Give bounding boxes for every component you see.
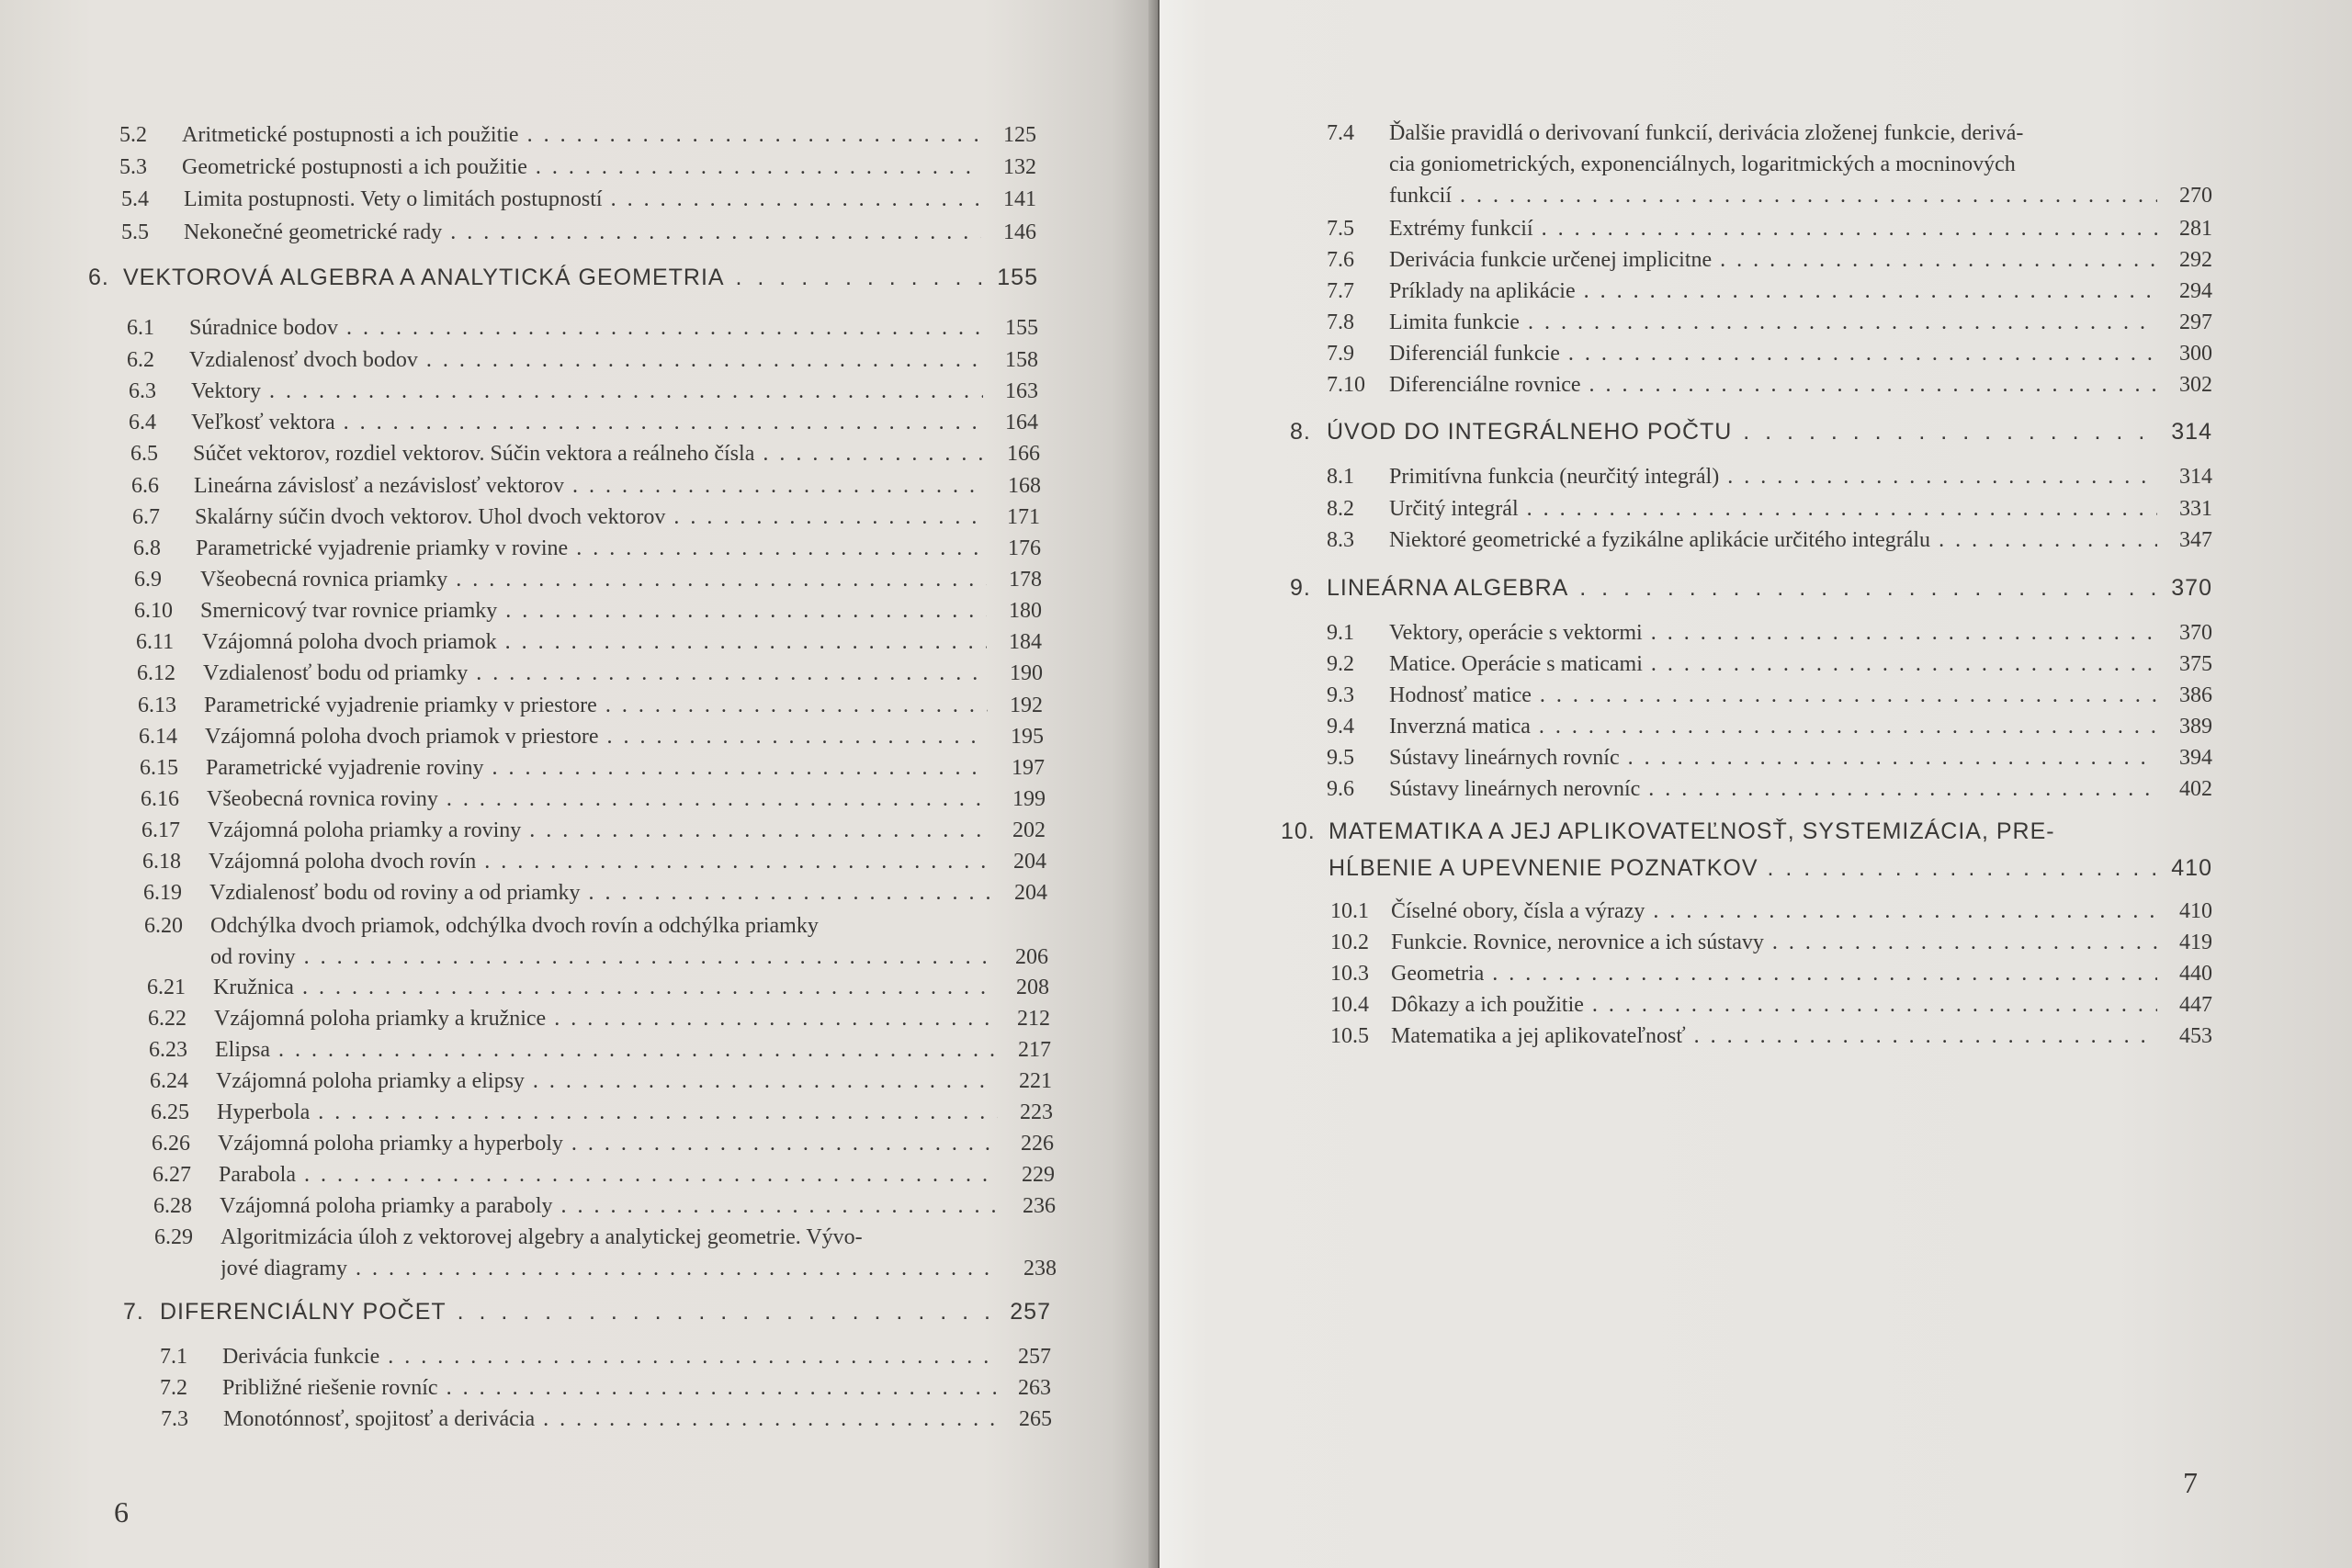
entry-title: Vzájomná poloha priamky a hyperboly . . .	[218, 1128, 999, 1159]
entry-number: 6.	[88, 265, 109, 290]
entry-page-number: 281	[2179, 217, 2212, 241]
entry-page-number: 226	[1021, 1132, 1054, 1156]
entry-page-number: 389	[2179, 715, 2212, 739]
entry-title-line: cia goniometrických, exponenciálnych, logaritmických a mocninových	[1389, 152, 2016, 176]
entry-page-number: 212	[1017, 1007, 1050, 1031]
entry-number: 6.2	[127, 348, 154, 372]
entry-page-number: 184	[1009, 630, 1042, 654]
entry-page-number: 263	[1018, 1376, 1051, 1400]
toc-chapter	[1290, 570, 2212, 606]
entry-title: Diferenciál funkcie . . .	[1389, 338, 2157, 369]
entry-title: Elipsa . . .	[215, 1034, 996, 1066]
entry-title: Aritmetické postupnosti a ich použitie . . .	[182, 119, 981, 151]
toc-entry	[1327, 649, 2212, 680]
entry-number: 9.1	[1327, 621, 1354, 645]
right-page-number: 7	[2183, 1466, 2198, 1499]
toc-entry	[127, 344, 1038, 376]
entry-title-line: Algoritmizácia úloh z vektorovej algebry a analytickej geometrie. Vývo-	[220, 1225, 863, 1249]
entry-title: DIFERENCIÁLNY POČET . . .	[160, 1293, 996, 1330]
entry-title: Nekonečné geometrické rady . . .	[184, 217, 981, 248]
toc-entry	[147, 972, 1049, 1003]
entry-title: Určitý integrál . . .	[1389, 493, 2157, 525]
entry-number: 6.25	[151, 1100, 189, 1124]
entry-title: Matematika a jej aplikovateľnosť . . .	[1391, 1021, 2157, 1052]
toc-entry	[131, 470, 1041, 502]
toc-entry	[160, 1341, 1051, 1372]
entry-number: 6.1	[127, 316, 154, 340]
entry-number: 7.4	[1327, 121, 1354, 145]
entry-title-line: Ďalšie pravidlá o derivovaní funkcií, derivácia zloženej funkcie, derivá-	[1389, 121, 2024, 145]
entry-number: 7.6	[1327, 248, 1354, 272]
entry-number: 7.8	[1327, 310, 1354, 334]
entry-title: Všeobecná rovnica priamky . . .	[200, 564, 987, 595]
entry-title: Limita funkcie . . .	[1389, 307, 2157, 338]
entry-number: 5.5	[121, 220, 149, 244]
entry-number: 6.15	[140, 756, 178, 780]
entry-page-number: 447	[2179, 993, 2212, 1017]
toc-entry	[129, 407, 1038, 438]
entry-title: Funkcie. Rovnice, nerovnice a ich sústavy . . .	[1391, 927, 2157, 958]
toc-entry	[150, 1066, 1052, 1097]
entry-page-number: 163	[1005, 379, 1038, 403]
entry-title: Vzájomná poloha priamky a elipsy . . .	[216, 1066, 997, 1097]
entry-title: Súradnice bodov . . .	[189, 312, 983, 344]
entry-title: Primitívna funkcia (neurčitý integrál) . . .	[1389, 461, 2157, 492]
entry-title: Dôkazy a ich použitie . . .	[1391, 989, 2157, 1021]
toc-entry	[1327, 276, 2212, 307]
entry-title-line: jové diagramy . . .	[220, 1253, 1001, 1284]
entry-title: Vektory, operácie s vektormi . . .	[1389, 617, 2157, 649]
entry-title: Derivácia funkcie . . .	[222, 1341, 996, 1372]
entry-title: Limita postupnosti. Vety o limitách postupností . . .	[184, 184, 981, 215]
entry-page-number: 236	[1023, 1194, 1056, 1218]
entry-page-number: 297	[2179, 310, 2212, 334]
entry-page-number: 202	[1012, 818, 1046, 842]
entry-title: Parametrické vyjadrenie roviny . . .	[206, 752, 989, 784]
toc-chapter	[88, 259, 1038, 296]
entry-title: Parametrické vyjadrenie priamky v rovine . . .	[196, 533, 986, 564]
entry-page-number: 257	[1018, 1345, 1051, 1369]
entry-number: 8.3	[1327, 528, 1354, 552]
entry-number: 6.20	[144, 914, 183, 938]
toc-chapter	[1290, 413, 2212, 450]
toc-entry	[141, 815, 1046, 846]
entry-number: 8.	[1290, 419, 1311, 445]
entry-title: Hodnosť matice . . .	[1389, 680, 2157, 711]
entry-title: Veľkosť vektora . . .	[191, 407, 983, 438]
entry-title-line: MATEMATIKA A JEJ APLIKOVATEĽNOSŤ, SYSTEMIZÁCIA, PRE-	[1329, 818, 2055, 844]
toc-entry	[1327, 369, 2212, 400]
entry-page-number: 199	[1012, 787, 1046, 811]
toc-entry	[136, 626, 1042, 658]
toc-entry	[1330, 958, 2212, 989]
entry-number: 7.	[123, 1299, 144, 1325]
entry-title: Extrémy funkcií . . .	[1389, 213, 2157, 244]
entry-number: 9.5	[1327, 746, 1354, 770]
entry-page-number: 125	[1003, 123, 1036, 147]
entry-number: 10.2	[1330, 931, 1369, 954]
entry-number: 6.22	[148, 1007, 187, 1031]
entry-page-number: 331	[2179, 497, 2212, 521]
entry-page-number: 204	[1013, 850, 1046, 874]
entry-page-number: 217	[1018, 1038, 1051, 1062]
entry-number: 9.2	[1327, 652, 1354, 676]
entry-page-number: 347	[2179, 528, 2212, 552]
toc-chapter	[123, 1293, 1051, 1330]
entry-page-number: 195	[1011, 725, 1044, 749]
entry-number: 5.3	[119, 155, 147, 179]
toc-chapter	[1281, 813, 2212, 886]
entry-title	[1329, 813, 2157, 886]
entry-page-number: 155	[1005, 316, 1038, 340]
entry-title: Vzájomná poloha priamky a roviny . . .	[208, 815, 990, 846]
entry-page-number: 314	[2171, 419, 2212, 445]
entry-page-number: 270	[2179, 184, 2212, 208]
toc-entry	[137, 658, 1043, 689]
entry-page-number: 375	[2179, 652, 2212, 676]
entry-title: Skalárny súčin dvoch vektorov. Uhol dvoch vektorov . . .	[195, 502, 985, 533]
entry-page-number: 180	[1009, 599, 1042, 623]
entry-number: 6.3	[129, 379, 156, 403]
entry-page-number: 300	[2179, 342, 2212, 366]
entry-number: 9.3	[1327, 683, 1354, 707]
entry-page-number: 168	[1008, 474, 1041, 498]
entry-page-number: 132	[1003, 155, 1036, 179]
entry-number: 6.7	[132, 505, 160, 529]
toc-entry	[1327, 307, 2212, 338]
toc-entry	[129, 376, 1038, 407]
entry-number: 6.6	[131, 474, 159, 498]
entry-page-number: 171	[1007, 505, 1040, 529]
entry-number: 5.2	[119, 123, 147, 147]
entry-title-line: od roviny . . .	[210, 942, 993, 973]
toc-entry	[1327, 461, 2212, 492]
entry-title: Diferenciálne rovnice . . .	[1389, 369, 2157, 400]
entry-number: 6.26	[152, 1132, 190, 1156]
toc-entry	[138, 690, 1043, 721]
toc-entry	[1327, 525, 2212, 556]
entry-title: Matice. Operácie s maticami . . .	[1389, 649, 2157, 680]
entry-number: 9.	[1290, 575, 1311, 601]
toc-entry	[141, 784, 1046, 815]
entry-title: Sústavy lineárnych rovníc . . .	[1389, 742, 2157, 773]
entry-page-number: 386	[2179, 683, 2212, 707]
entry-page-number: 410	[2171, 855, 2212, 881]
entry-page-number: 370	[2179, 621, 2212, 645]
entry-number: 5.4	[121, 187, 149, 211]
entry-title: ÚVOD DO INTEGRÁLNEHO POČTU . . .	[1327, 413, 2157, 450]
entry-title: Vzájomná poloha priamky a kružnice . . .	[214, 1003, 995, 1034]
entry-title: Monotónnosť, spojitosť a derivácia . . .	[223, 1404, 997, 1435]
toc-entry	[1327, 617, 2212, 649]
entry-page-number: 294	[2179, 279, 2212, 303]
entry-number: 6.11	[136, 630, 175, 654]
entry-number: 10.5	[1330, 1024, 1369, 1048]
entry-page-number: 190	[1010, 661, 1043, 685]
toc-entry	[148, 1003, 1050, 1034]
entry-number: 10.3	[1330, 962, 1369, 986]
entry-number: 10.4	[1330, 993, 1369, 1017]
entry-page-number: 292	[2179, 248, 2212, 272]
entry-number: 10.1	[1330, 899, 1369, 923]
entry-title: Geometria . . .	[1391, 958, 2157, 989]
entry-title-line: Odchýlka dvoch priamok, odchýlka dvoch rovín a odchýlka priamky	[210, 914, 819, 938]
entry-number: 9.4	[1327, 715, 1354, 739]
entry-page-number: 419	[2179, 931, 2212, 954]
entry-title: Vzájomná poloha dvoch priamok . . .	[202, 626, 987, 658]
entry-title: Všeobecná rovnica roviny . . .	[207, 784, 990, 815]
entry-title: LINEÁRNA ALGEBRA . . .	[1327, 570, 2157, 606]
entry-page-number: 166	[1007, 442, 1040, 466]
entry-page-number: 410	[2179, 899, 2212, 923]
entry-page-number: 206	[1015, 945, 1048, 969]
entry-number: 6.10	[134, 599, 173, 623]
entry-number: 6.4	[129, 411, 156, 434]
toc-entry	[1327, 244, 2212, 276]
entry-number: 6.5	[130, 442, 158, 466]
toc-entry	[161, 1404, 1052, 1435]
entry-page-number: 223	[1020, 1100, 1053, 1124]
entry-page-number: 146	[1003, 220, 1036, 244]
entry-number: 8.1	[1327, 465, 1354, 489]
entry-number: 7.5	[1327, 217, 1354, 241]
entry-number: 6.17	[141, 818, 180, 842]
toc-entry	[130, 438, 1040, 469]
entry-title: Vzdialenosť dvoch bodov . . .	[189, 344, 983, 376]
entry-page-number: 238	[1023, 1257, 1057, 1280]
toc-entry	[1330, 927, 2212, 958]
toc-entry	[119, 152, 1036, 183]
entry-title-line: HĹBENIE A UPEVNENIE POZNATKOV . . .	[1329, 850, 2157, 886]
toc-entry	[152, 1128, 1054, 1159]
entry-title: Vzdialenosť bodu od roviny a od priamky . . .	[209, 877, 992, 908]
entry-page-number: 192	[1010, 694, 1043, 717]
entry-number: 6.19	[143, 881, 182, 905]
entry-page-number: 176	[1008, 536, 1041, 560]
entry-number: 6.16	[141, 787, 179, 811]
toc-entry	[1330, 896, 2212, 927]
entry-page-number: 204	[1014, 881, 1047, 905]
toc-entry	[154, 1222, 1057, 1284]
entry-number: 6.28	[153, 1194, 192, 1218]
toc-entry	[139, 721, 1044, 752]
entry-number: 6.18	[142, 850, 181, 874]
entry-page-number: 221	[1019, 1069, 1052, 1093]
entry-page-number: 164	[1005, 411, 1038, 434]
toc-entry	[132, 502, 1040, 533]
toc-entry	[1327, 773, 2212, 805]
toc-entry	[153, 1159, 1055, 1190]
entry-page-number: 257	[1010, 1299, 1051, 1325]
entry-number: 6.23	[149, 1038, 187, 1062]
toc-entry	[1327, 680, 2212, 711]
entry-title: Číselné obory, čísla a výrazy . . .	[1391, 896, 2157, 927]
entry-page-number: 453	[2179, 1024, 2212, 1048]
toc-entry	[149, 1034, 1051, 1066]
toc-entry	[1327, 338, 2212, 369]
entry-title: Vzájomná poloha dvoch rovín . . .	[209, 846, 991, 877]
entry-number: 6.9	[134, 568, 162, 592]
entry-title: Parabola . . .	[219, 1159, 1000, 1190]
entry-number: 7.7	[1327, 279, 1354, 303]
entry-title-line: funkcií . . .	[1389, 180, 2157, 211]
toc-entry	[142, 846, 1046, 877]
entry-number: 6.27	[153, 1163, 191, 1187]
entry-page-number: 302	[2179, 373, 2212, 397]
toc-entry	[134, 564, 1042, 595]
entry-title: VEKTOROVÁ ALGEBRA A ANALYTICKÁ GEOMETRIA . . .	[123, 259, 983, 296]
entry-page-number: 208	[1016, 976, 1049, 999]
entry-title	[220, 1222, 1001, 1284]
entry-title: Vzájomná poloha priamky a paraboly . . .	[220, 1190, 1001, 1222]
toc-entry	[1327, 118, 2212, 211]
entry-number: 6.13	[138, 694, 176, 717]
entry-number: 6.21	[147, 976, 186, 999]
toc-entry	[1327, 493, 2212, 525]
entry-page-number: 265	[1019, 1407, 1052, 1431]
toc-entry	[1327, 742, 2212, 773]
toc-entry	[143, 877, 1047, 908]
entry-page-number: 229	[1022, 1163, 1055, 1187]
toc-entry	[119, 119, 1036, 151]
entry-title	[210, 910, 993, 973]
toc-entry	[1330, 1021, 2212, 1052]
entry-page-number: 314	[2179, 465, 2212, 489]
entry-title: Vzájomná poloha dvoch priamok v priestore . . .	[205, 721, 989, 752]
entry-number: 6.14	[139, 725, 177, 749]
toc-entry	[1327, 711, 2212, 742]
entry-number: 10.	[1281, 818, 1316, 844]
entry-number: 7.9	[1327, 342, 1354, 366]
entry-title: Hyperbola . . .	[217, 1097, 998, 1128]
toc-entry	[121, 217, 1036, 248]
toc-entry	[133, 533, 1041, 564]
entry-page-number: 402	[2179, 777, 2212, 801]
entry-title: Vzdialenosť bodu od priamky . . .	[203, 658, 988, 689]
entry-title: Inverzná matica . . .	[1389, 711, 2157, 742]
entry-title: Smernicový tvar rovnice priamky . . .	[200, 595, 987, 626]
entry-title: Geometrické postupnosti a ich použitie . . .	[182, 152, 981, 183]
toc-entry	[160, 1372, 1051, 1404]
entry-title: Niektoré geometrické a fyzikálne aplikácie určitého integrálu . . .	[1389, 525, 2157, 556]
entry-page-number: 141	[1003, 187, 1036, 211]
entry-page-number: 440	[2179, 962, 2212, 986]
entry-page-number: 394	[2179, 746, 2212, 770]
toc-entry	[153, 1190, 1056, 1222]
entry-title: Vektory . . .	[191, 376, 983, 407]
entry-number: 6.8	[133, 536, 161, 560]
entry-title: Kružnica . . .	[213, 972, 994, 1003]
toc-entry	[151, 1097, 1053, 1128]
entry-title: Derivácia funkcie určenej implicitne . . .	[1389, 244, 2157, 276]
toc-entry	[144, 910, 1048, 973]
entry-page-number: 155	[997, 265, 1038, 290]
toc-entry	[140, 752, 1045, 784]
entry-title: Sústavy lineárnych nerovníc . . .	[1389, 773, 2157, 805]
toc-entry	[127, 312, 1038, 344]
entry-number: 7.2	[160, 1376, 187, 1400]
entry-number: 8.2	[1327, 497, 1354, 521]
entry-page-number: 197	[1012, 756, 1045, 780]
entry-page-number: 370	[2171, 575, 2212, 601]
entry-number: 7.10	[1327, 373, 1365, 397]
entry-title: Lineárna závislosť a nezávislosť vektorov . . .	[194, 470, 986, 502]
entry-title: Parametrické vyjadrenie priamky v priestore . . .	[204, 690, 988, 721]
entry-number: 6.29	[154, 1225, 193, 1249]
entry-page-number: 158	[1005, 348, 1038, 372]
entry-title: Príklady na aplikácie . . .	[1389, 276, 2157, 307]
entry-number: 6.12	[137, 661, 175, 685]
toc-entry	[134, 595, 1042, 626]
entry-page-number: 178	[1009, 568, 1042, 592]
toc-entry	[1327, 213, 2212, 244]
entry-title: Súčet vektorov, rozdiel vektorov. Súčin vektora a reálneho čísla . . .	[193, 438, 985, 469]
entry-title	[1389, 118, 2157, 211]
toc-entry	[121, 184, 1036, 215]
entry-number: 6.24	[150, 1069, 188, 1093]
toc-entry	[1330, 989, 2212, 1021]
entry-number: 9.6	[1327, 777, 1354, 801]
left-page-number: 6	[114, 1495, 129, 1529]
entry-title: Približné riešenie rovníc . . .	[222, 1372, 996, 1404]
entry-number: 7.3	[161, 1407, 188, 1431]
entry-number: 7.1	[160, 1345, 187, 1369]
